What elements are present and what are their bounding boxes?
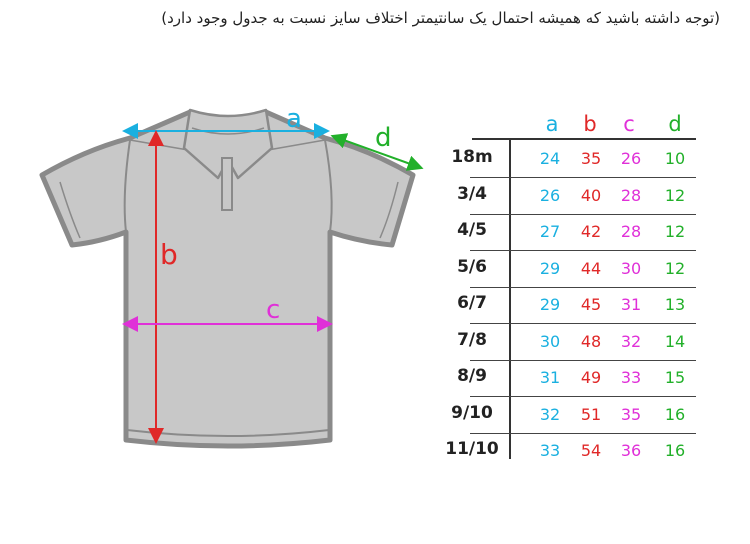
- value-c: 28: [620, 185, 642, 205]
- value-a: 31: [539, 368, 561, 387]
- row-divider: [470, 214, 696, 215]
- value-b: 51: [580, 404, 602, 424]
- value-d: 12: [664, 258, 686, 278]
- table-row: [440, 180, 710, 210]
- value-d: 15: [664, 368, 686, 387]
- row-divider: [470, 250, 696, 251]
- measure-a-label: a: [286, 104, 302, 134]
- table-row: [440, 326, 710, 356]
- value-b: 35: [580, 149, 602, 168]
- value-c: 30: [620, 258, 642, 278]
- size-label: 11/10: [445, 439, 499, 459]
- value-c: 31: [620, 295, 642, 314]
- header-b: b: [583, 112, 597, 136]
- table-row: [440, 289, 710, 319]
- table-row: [440, 399, 710, 429]
- value-c: 35: [620, 404, 642, 424]
- value-d: 16: [664, 404, 686, 424]
- value-b: 44: [580, 258, 602, 278]
- size-label: 6/7: [457, 293, 487, 313]
- value-b: 40: [580, 185, 602, 205]
- value-a: 30: [539, 331, 561, 351]
- shirt-placket: [222, 158, 232, 210]
- header-d: d: [668, 112, 682, 136]
- value-d: 12: [664, 222, 686, 241]
- value-b: 54: [580, 441, 602, 460]
- measure-b-label: b: [160, 238, 178, 271]
- row-divider: [470, 177, 696, 178]
- value-c: 28: [620, 222, 642, 241]
- value-c: 26: [620, 149, 642, 168]
- size-note: (توجه داشته باشید که همیشه احتمال یک سانتیمتر اختلاف سایز نسبت به جدول وجود دارد): [161, 9, 720, 27]
- row-divider: [470, 360, 696, 361]
- value-c: 32: [620, 331, 642, 351]
- value-a: 24: [539, 149, 561, 168]
- table-row: [440, 216, 710, 246]
- size-label: 9/10: [451, 402, 493, 423]
- value-b: 49: [580, 368, 602, 387]
- value-b: 45: [580, 295, 602, 314]
- size-label: 5/6: [457, 256, 487, 277]
- value-a: 32: [539, 404, 561, 424]
- row-divider: [470, 323, 696, 324]
- value-a: 29: [539, 258, 561, 278]
- row-divider: [470, 396, 696, 397]
- row-divider: [470, 433, 696, 434]
- value-d: 10: [664, 149, 686, 168]
- value-d: 16: [664, 441, 686, 460]
- value-b: 48: [580, 331, 602, 351]
- value-d: 14: [664, 331, 686, 351]
- value-a: 33: [539, 441, 561, 460]
- size-label: 4/5: [457, 220, 487, 240]
- size-label: 18m: [451, 147, 493, 167]
- header-a: a: [545, 112, 559, 136]
- measure-d-label: d: [375, 123, 392, 153]
- row-divider: [470, 287, 696, 288]
- header-c: c: [623, 112, 635, 136]
- table-top-rule: [472, 138, 696, 140]
- value-c: 36: [620, 441, 642, 460]
- table-row: [440, 143, 710, 173]
- value-b: 42: [580, 222, 602, 241]
- value-a: 27: [539, 222, 561, 241]
- table-row: [440, 362, 710, 392]
- size-label: 7/8: [457, 329, 487, 350]
- value-d: 12: [664, 185, 686, 205]
- table-row: [440, 253, 710, 283]
- size-table: [440, 110, 710, 470]
- value-c: 33: [620, 368, 642, 387]
- size-label: 8/9: [457, 366, 487, 386]
- measure-c-label: c: [266, 295, 281, 325]
- size-label: 3/4: [457, 183, 487, 204]
- value-a: 26: [539, 185, 561, 205]
- value-d: 13: [664, 295, 686, 314]
- table-row: [440, 435, 710, 465]
- value-a: 29: [539, 295, 561, 314]
